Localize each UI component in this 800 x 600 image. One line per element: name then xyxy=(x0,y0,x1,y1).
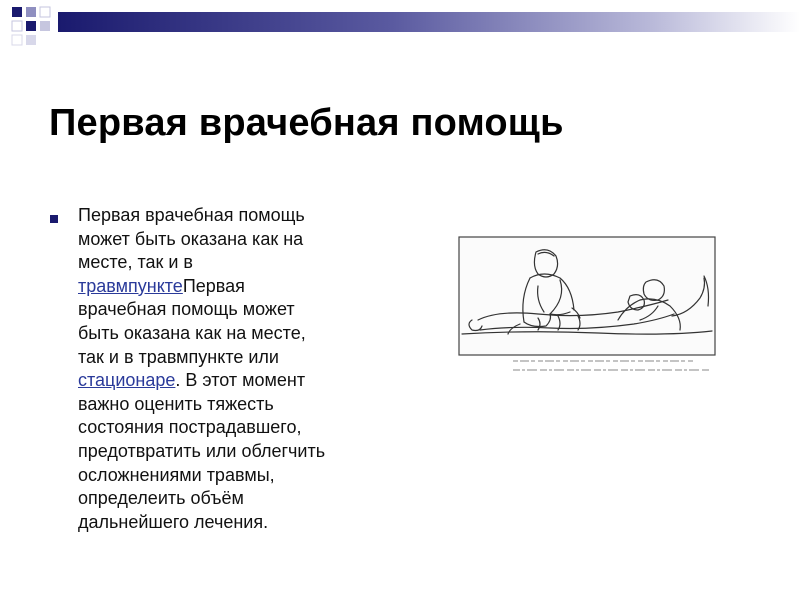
text-fragment: Первая xyxy=(182,275,245,296)
slide-title: Первая врачебная помощь xyxy=(49,102,564,144)
header-square xyxy=(26,21,36,31)
header-gradient-band xyxy=(58,12,800,32)
text-line: состояния пострадавшего, xyxy=(78,417,302,438)
text-line: дальнейшего лечения. xyxy=(78,511,269,532)
text-line: врачебная помощь может xyxy=(78,299,295,320)
header-square xyxy=(26,7,36,17)
text-line-with-link xyxy=(78,369,398,393)
header-square xyxy=(12,35,22,45)
link-travmpunkt[interactable]: травмпункте xyxy=(78,275,183,296)
text-line: важно оценить тяжесть xyxy=(78,393,274,414)
text-line: быть оказана как на месте, xyxy=(78,322,306,343)
bullet-text xyxy=(78,204,398,534)
text-line: так и в травмпункте или xyxy=(78,346,279,367)
text-line: предотвратить или облегчить xyxy=(78,440,326,461)
text-line: месте, так и в xyxy=(78,252,193,273)
header-square xyxy=(40,21,50,31)
text-line: осложнениями травмы, xyxy=(78,464,275,485)
first-aid-illustration xyxy=(458,236,716,356)
text-line: может быть оказана как на xyxy=(78,228,304,249)
header-square xyxy=(40,7,50,17)
text-fragment: . В этот момент xyxy=(175,370,306,391)
header-decoration xyxy=(0,0,800,50)
header-square xyxy=(12,7,22,17)
text-line: Первая врачебная помощь xyxy=(78,205,305,225)
header-square xyxy=(26,35,36,45)
link-stacionar[interactable]: стационаре xyxy=(78,370,176,391)
square-bullet-icon xyxy=(50,215,58,223)
text-line: определеить объём xyxy=(78,488,244,509)
header-square xyxy=(12,21,22,31)
illustration-caption xyxy=(513,356,709,376)
text-line-with-link xyxy=(78,275,398,299)
